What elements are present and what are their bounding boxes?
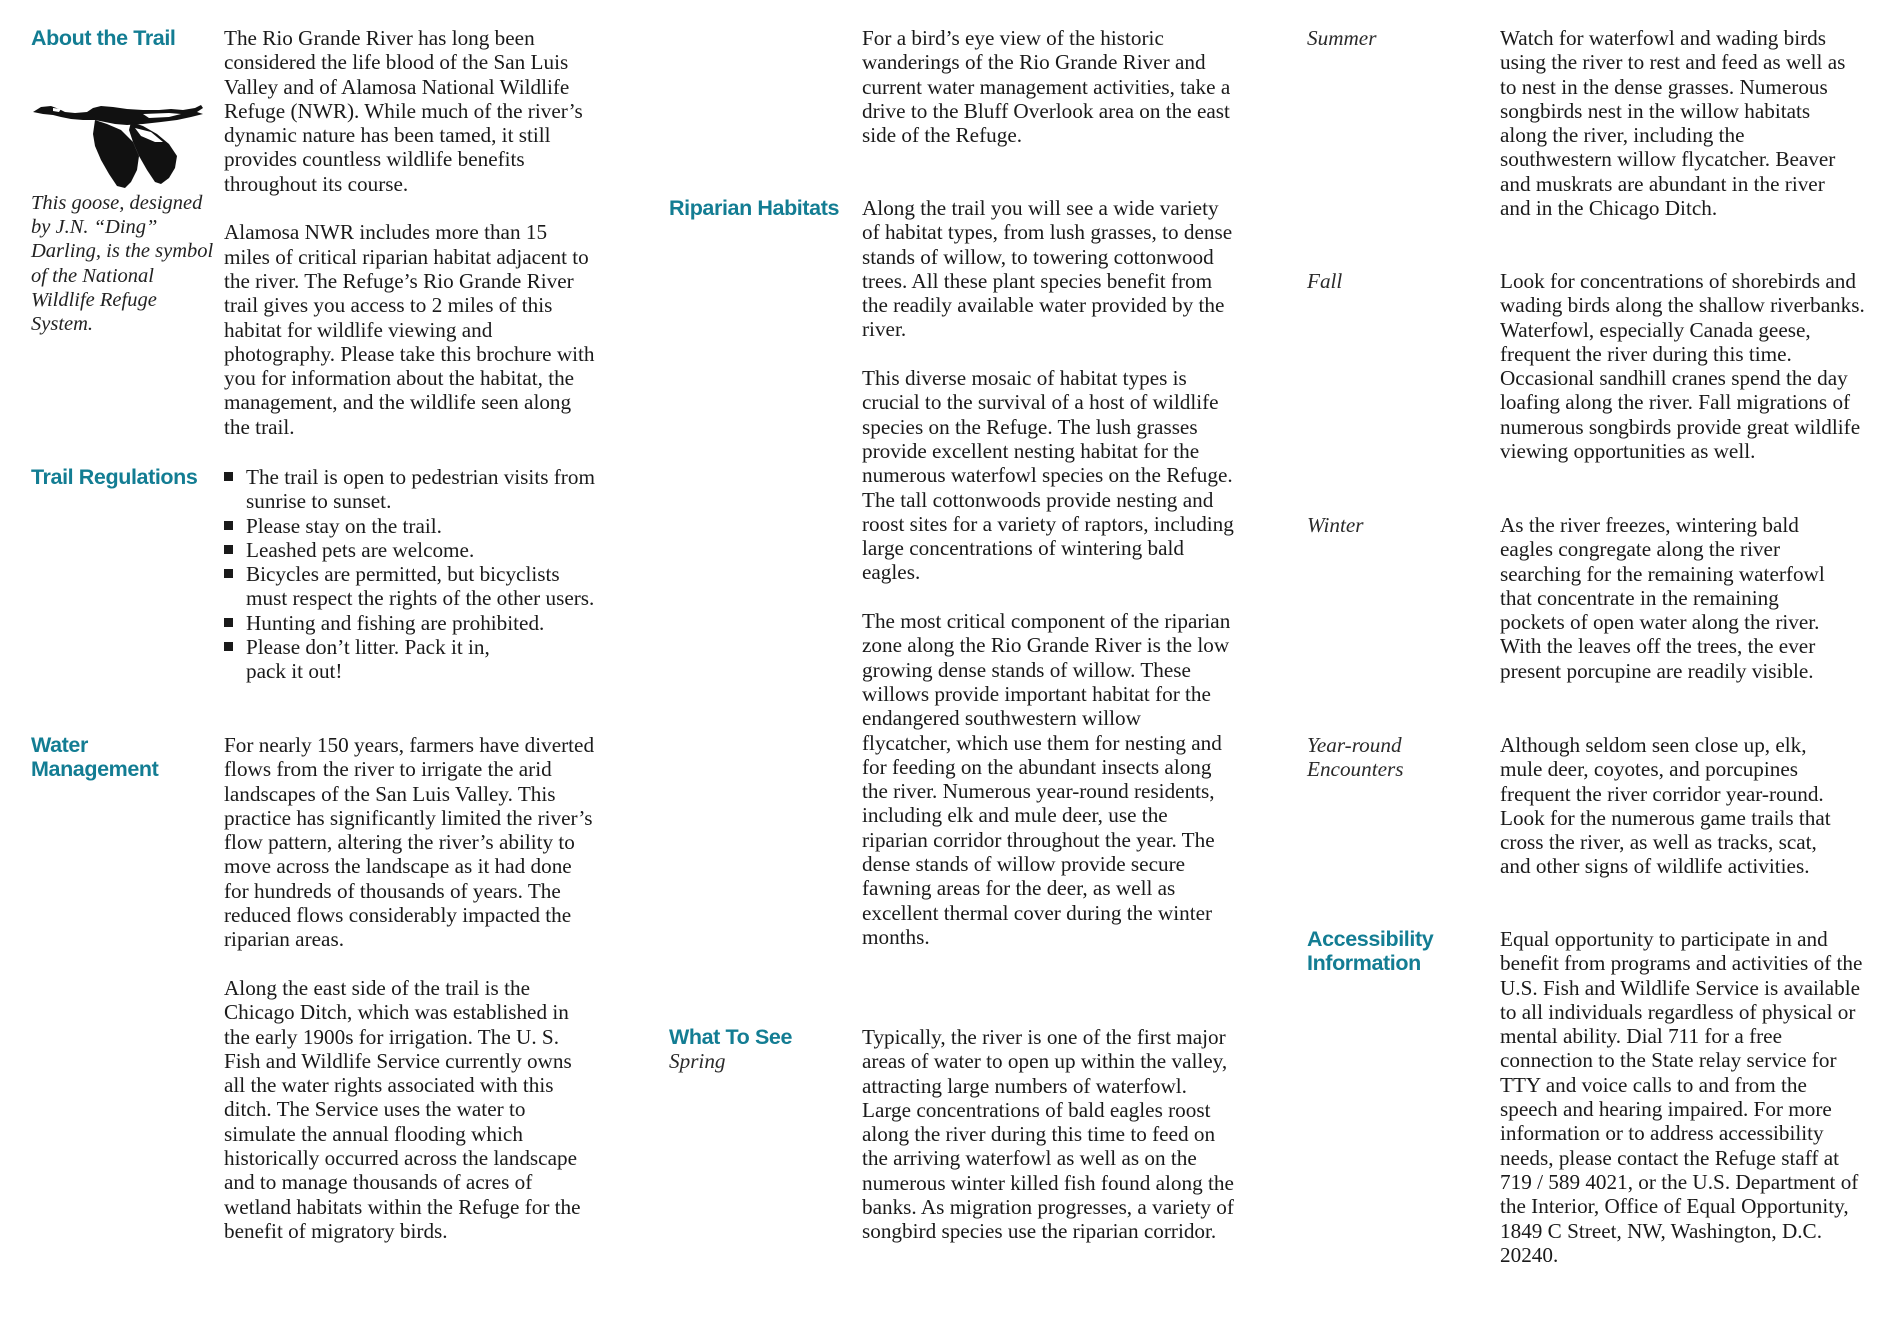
- water-management-text: [224, 733, 596, 1268]
- winter-text: As the river freezes, wintering bald eagles congregate along the river searching for the remaining waterfowl that concentrate in the remaining pockets of open water along the river. With the leaves off the trees, the ever present porcupine are readily visible.: [1500, 513, 1825, 683]
- year-round-label-line-1: Year-round: [1307, 733, 1402, 757]
- goose-caption: This goose, designed by J.N. “Ding” Darling, is the symbol of the National Wildlife Refuge System.: [31, 192, 214, 336]
- what-to-see-heading: What To See: [669, 1025, 793, 1049]
- riparian-para-3: The most critical component of the riparian zone along the Rio Grande River is the low growing dense stands of willow. These willows provide important habitat for the endangered southwestern willow flycatcher, which use them for nesting and for feeding on the abundant insects along the river. Numerous year-round residents, including elk and mule deer, use the riparian corridor throughout the year. The dense stands of willow provide secure fawning areas for the deer, as well as excellent thermal cover during the winter months.: [862, 609, 1231, 949]
- regulation-text: Please stay on the trail.: [246, 513, 442, 538]
- regulation-text: Hunting and fishing are prohibited.: [246, 610, 545, 635]
- column-3: [1307, 0, 1867, 1335]
- water-management-para-2: Along the east side of the trail is the Chicago Ditch, which was established in the early 1900s for irrigation. The U. S. Fish and Wildlife Service currently owns all the water rights associated with this ditch. The Service uses the water to simulate the annual flooding which historically occurred across the landscape and to manage thousands of acres of wetland habitats within the Refuge for the benefit of migratory birds.: [224, 975, 581, 1243]
- bullet-icon: [224, 569, 233, 578]
- accessibility-text: Equal opportunity to participate in and benefit from programs and activities of the U.S. Fish and Wildlife Service is available to all individuals regardless of physical or mental ability. Dial 711 for a free connection to the State relay service for TTY and voice calls to and from the speech and hearing impaired. For more information or to address accessibility needs, please contact the Refuge staff at 719 / 589 4021, or the U.S. Department of the Interior, Office of Equal Opportunity, 1849 C Street, NW, Washington, D.C. 20240.: [1500, 927, 1863, 1267]
- summer-text: Watch for waterfowl and wading birds using the river to rest and feed as well as to nest in the dense grasses. Numerous songbirds nest in the willow habitats along the river, including the southwestern willow flycatcher. Beaver and muskrats are abundant in the river and in the Chicago Ditch.: [1500, 26, 1846, 221]
- bullet-icon: [224, 618, 233, 627]
- bluff-overlook-text: For a bird’s eye view of the historic wanderings of the Rio Grande River and current water management activities, take a drive to the Bluff Overlook area on the east side of the Refuge.: [862, 26, 1231, 148]
- bullet-icon: [224, 545, 233, 554]
- accessibility-label-line-1: Accessibility: [1307, 927, 1434, 951]
- regulation-text: The trail is open to pedestrian visits from sunrise to sunset.: [246, 465, 595, 514]
- year-round-text: Although seldom seen close up, elk, mule deer, coyotes, and porcupines frequent the river corridor year-round. Look for the numerous game trails that cross the river, as well as tracks, scat, and other signs of wildlife activities.: [1500, 733, 1831, 879]
- regulation-text: Bicycles are permitted, but bicyclists must respect the rights of the other users.: [246, 562, 595, 611]
- about-trail-para-2: Alamosa NWR includes more than 15 miles of critical riparian habitat adjacent to the river. The Refuge’s Rio Grande River trail gives you access to 2 miles of this habitat for wildlife viewing and photography. Please take this brochure with you for information about the habitat, the management, and the wildlife seen along the trail.: [224, 220, 595, 439]
- list-item: [224, 635, 524, 684]
- list-item: [224, 538, 596, 562]
- list-item: [224, 465, 596, 514]
- riparian-habitats-heading: Riparian Habitats: [669, 196, 840, 220]
- bullet-icon: [224, 521, 233, 530]
- riparian-para-1: Along the trail you will see a wide variety of habitat types, from lush grasses, to dense stands of willow, to towering cottonwood trees. All these plant species benefit from the readily available water provided by the river.: [862, 196, 1233, 342]
- list-item: [224, 514, 596, 538]
- riparian-habitats-text: [862, 196, 1234, 974]
- accessibility-heading: [1307, 927, 1433, 976]
- fall-label: Fall: [1307, 269, 1343, 293]
- bullet-icon: [224, 642, 233, 651]
- spring-label: Spring: [669, 1049, 726, 1073]
- about-trail-text: [224, 26, 596, 463]
- list-item: [224, 562, 596, 611]
- year-round-encounters-label: [1307, 733, 1404, 782]
- regulation-text: Please don’t litter. Pack it in, pack it out!: [246, 635, 490, 684]
- regulation-text: Leashed pets are welcome.: [246, 537, 475, 562]
- riparian-para-2: This diverse mosaic of habitat types is crucial to the survival of a host of wildlife species on the Refuge. The lush grasses provide excellent nesting habitat for the numerous waterfowl species on the Refuge. The tall cottonwoods provide nesting and roost sites for a variety of raptors, including large concentrations of wintering bald eagles.: [862, 366, 1234, 585]
- water-management-para-1: For nearly 150 years, farmers have diverted flows from the river to irrigate the arid landscapes of the San Luis Valley. This practice has significantly limited the river’s flow pattern, altering the river’s ability to move across the landscape as it had done for hundreds of thousands of years. The reduced flows considerably impacted the riparian areas.: [224, 733, 595, 952]
- column-2: [669, 0, 1234, 1335]
- summer-label: Summer: [1307, 26, 1377, 50]
- accessibility-label-line-2: Information: [1307, 951, 1421, 976]
- column-1: [31, 0, 595, 1335]
- water-management-label: Water Management: [31, 733, 159, 782]
- list-item: [224, 611, 596, 635]
- regulations-list: [224, 465, 596, 684]
- bullet-icon: [224, 472, 233, 481]
- year-round-label-line-2: Encounters: [1307, 757, 1404, 782]
- about-trail-heading: About the Trail: [31, 26, 176, 50]
- water-management-heading: [31, 733, 216, 782]
- winter-label: Winter: [1307, 513, 1364, 537]
- spring-text: Typically, the river is one of the first major areas of water to open up within the valley, attracting large numbers of waterfowl. Large concentrations of bald eagles roost along the river during this time to feed on the arriving waterfowl as well as on the numerous winter killed fish found along the banks. As migration progresses, a variety of songbird species use the riparian corridor.: [862, 1025, 1234, 1244]
- fall-text: Look for concentrations of shorebirds and wading birds along the shallow riverbanks. Waterfowl, especially Canada geese, frequent the river during this time. Occasional sandhill cranes spend the day loafing along the river. Fall migrations of numerous songbirds provide great wildlife viewing opportunities as well.: [1500, 269, 1865, 464]
- about-trail-para-1: The Rio Grande River has long been considered the life blood of the San Luis Valley and of Alamosa National Wildlife Refuge (NWR). While much of the river’s dynamic nature has been tamed, it still provides countless wildlife benefits throughout its course.: [224, 26, 583, 196]
- flying-goose-icon: [31, 98, 206, 190]
- trail-regulations-heading: Trail Regulations: [31, 465, 198, 489]
